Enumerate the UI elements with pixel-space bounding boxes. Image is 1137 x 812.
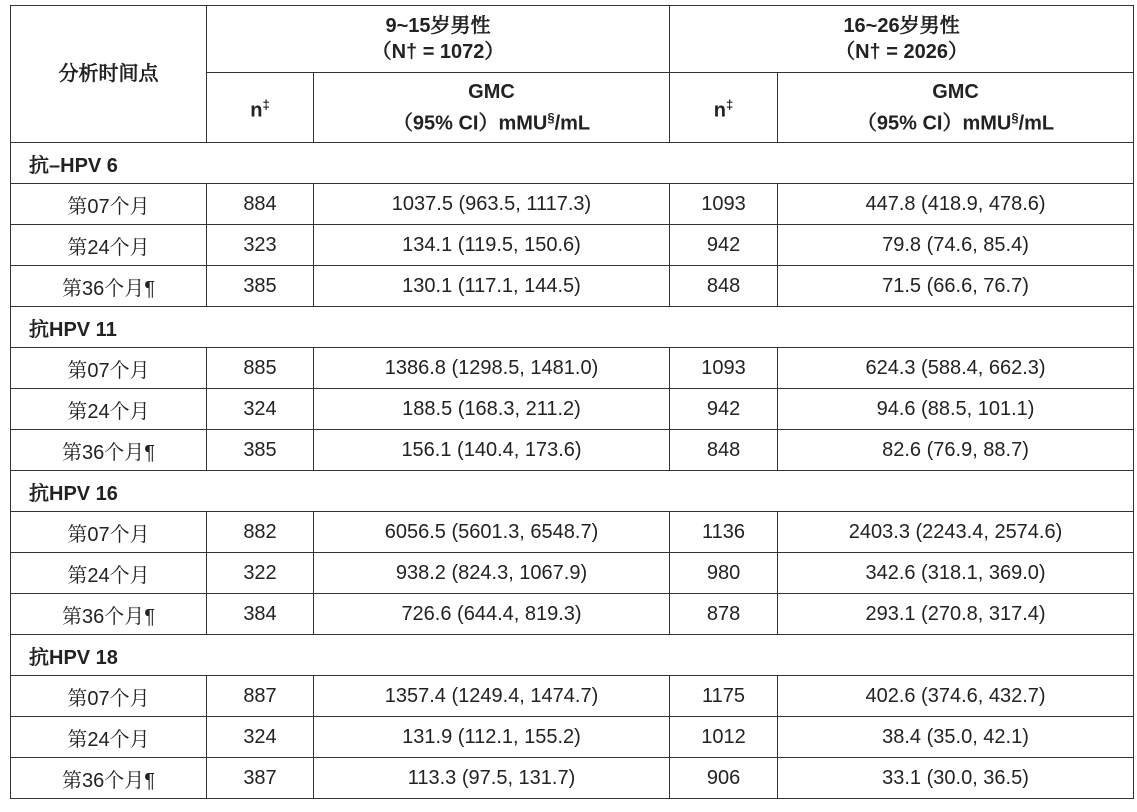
section-row <box>11 143 1134 184</box>
cell-n1: 884 <box>207 184 314 225</box>
header-n <box>207 73 314 143</box>
cell-n2: 1175 <box>670 676 778 717</box>
cell-gmc1: 938.2 (824.3, 1067.9) <box>314 553 670 594</box>
header-analysis-timepoint: 分析时间点 <box>11 6 207 143</box>
cell-gmc1: 113.3 (97.5, 131.7) <box>314 758 670 799</box>
cell-gmc2: 447.8 (418.9, 478.6) <box>778 184 1134 225</box>
table-row <box>11 184 1134 225</box>
table-row <box>11 266 1134 307</box>
cell-gmc2: 33.1 (30.0, 36.5) <box>778 758 1134 799</box>
cell-n1: 385 <box>207 266 314 307</box>
gmc-label: GMC <box>468 80 515 103</box>
table-row <box>11 389 1134 430</box>
cell-gmc2: 79.8 (74.6, 85.4) <box>778 225 1134 266</box>
cell-time: 第07个月 <box>11 676 207 717</box>
cell-time: 第36个月¶ <box>11 594 207 635</box>
cell-time: 第07个月 <box>11 512 207 553</box>
section-title: 抗HPV 16 <box>11 471 1134 512</box>
cell-time: 第24个月 <box>11 717 207 758</box>
cell-n1: 887 <box>207 676 314 717</box>
gmc-unit: （95% CI）mMU <box>392 112 548 135</box>
header-n <box>670 73 778 143</box>
cell-n2: 942 <box>670 225 778 266</box>
cell-n1: 324 <box>207 717 314 758</box>
cell-gmc1: 131.9 (112.1, 155.2) <box>314 717 670 758</box>
cell-n2: 942 <box>670 389 778 430</box>
section-row <box>11 635 1134 676</box>
n-label: n <box>713 99 726 122</box>
cell-time: 第24个月 <box>11 225 207 266</box>
group-title: 16~26岁男性 <box>843 15 960 37</box>
header-group-9-15 <box>207 6 670 73</box>
cell-gmc2: 293.1 (270.8, 317.4) <box>778 594 1134 635</box>
group-title: 9~15岁男性 <box>385 15 491 37</box>
cell-gmc2: 402.6 (374.6, 432.7) <box>778 676 1134 717</box>
cell-time: 第36个月¶ <box>11 266 207 307</box>
cell-n2: 878 <box>670 594 778 635</box>
table-row <box>11 512 1134 553</box>
header-gmc <box>314 73 670 143</box>
cell-n2: 1093 <box>670 184 778 225</box>
cell-gmc2: 94.6 (88.5, 101.1) <box>778 389 1134 430</box>
cell-n2: 906 <box>670 758 778 799</box>
cell-n2: 1012 <box>670 717 778 758</box>
cell-time: 第36个月¶ <box>11 430 207 471</box>
cell-gmc1: 130.1 (117.1, 144.5) <box>314 266 670 307</box>
cell-gmc1: 726.6 (644.4, 819.3) <box>314 594 670 635</box>
cell-n2: 1093 <box>670 348 778 389</box>
cell-n2: 1136 <box>670 512 778 553</box>
group-n-total: （N† = 1072） <box>371 41 505 63</box>
gmc-label: GMC <box>932 80 979 103</box>
gmc-table <box>10 5 1134 799</box>
cell-time: 第07个月 <box>11 184 207 225</box>
gmc-unit-suffix: /mL <box>554 112 591 135</box>
cell-n2: 980 <box>670 553 778 594</box>
cell-gmc1: 1037.5 (963.5, 1117.3) <box>314 184 670 225</box>
cell-gmc2: 71.5 (66.6, 76.7) <box>778 266 1134 307</box>
cell-gmc2: 342.6 (318.1, 369.0) <box>778 553 1134 594</box>
table-row <box>11 758 1134 799</box>
table-row <box>11 553 1134 594</box>
cell-n1: 885 <box>207 348 314 389</box>
cell-gmc1: 6056.5 (5601.3, 6548.7) <box>314 512 670 553</box>
cell-gmc1: 156.1 (140.4, 173.6) <box>314 430 670 471</box>
cell-n1: 323 <box>207 225 314 266</box>
cell-gmc2: 82.6 (76.9, 88.7) <box>778 430 1134 471</box>
table-row <box>11 225 1134 266</box>
group-n-total: （N† = 2026） <box>835 41 968 63</box>
cell-n1: 385 <box>207 430 314 471</box>
section-row <box>11 471 1134 512</box>
gmc-unit-suffix: /mL <box>1018 112 1055 135</box>
cell-gmc2: 624.3 (588.4, 662.3) <box>778 348 1134 389</box>
n-label: n <box>250 99 263 122</box>
cell-n1: 384 <box>207 594 314 635</box>
n-footnote: ‡ <box>726 96 734 112</box>
cell-n1: 324 <box>207 389 314 430</box>
section-title: 抗HPV 11 <box>11 307 1134 348</box>
cell-gmc1: 134.1 (119.5, 150.6) <box>314 225 670 266</box>
cell-n1: 387 <box>207 758 314 799</box>
cell-gmc2: 2403.3 (2243.4, 2574.6) <box>778 512 1134 553</box>
cell-time: 第07个月 <box>11 348 207 389</box>
section-row <box>11 307 1134 348</box>
cell-n2: 848 <box>670 266 778 307</box>
cell-gmc1: 1386.8 (1298.5, 1481.0) <box>314 348 670 389</box>
n-footnote: ‡ <box>262 96 270 112</box>
table-row <box>11 717 1134 758</box>
section-title: 抗–HPV 6 <box>11 143 1134 184</box>
cell-n1: 322 <box>207 553 314 594</box>
gmc-footnote: § <box>1011 109 1019 125</box>
table-row <box>11 430 1134 471</box>
cell-time: 第36个月¶ <box>11 758 207 799</box>
table-row <box>11 676 1134 717</box>
cell-n1: 882 <box>207 512 314 553</box>
table-row <box>11 348 1134 389</box>
gmc-footnote: § <box>547 109 555 125</box>
cell-time: 第24个月 <box>11 553 207 594</box>
cell-n2: 848 <box>670 430 778 471</box>
section-title: 抗HPV 18 <box>11 635 1134 676</box>
table-row <box>11 594 1134 635</box>
cell-gmc2: 38.4 (35.0, 42.1) <box>778 717 1134 758</box>
header-group-16-26 <box>670 6 1134 73</box>
cell-time: 第24个月 <box>11 389 207 430</box>
gmc-unit: （95% CI）mMU <box>856 112 1012 135</box>
cell-gmc1: 1357.4 (1249.4, 1474.7) <box>314 676 670 717</box>
cell-gmc1: 188.5 (168.3, 211.2) <box>314 389 670 430</box>
header-gmc <box>778 73 1134 143</box>
